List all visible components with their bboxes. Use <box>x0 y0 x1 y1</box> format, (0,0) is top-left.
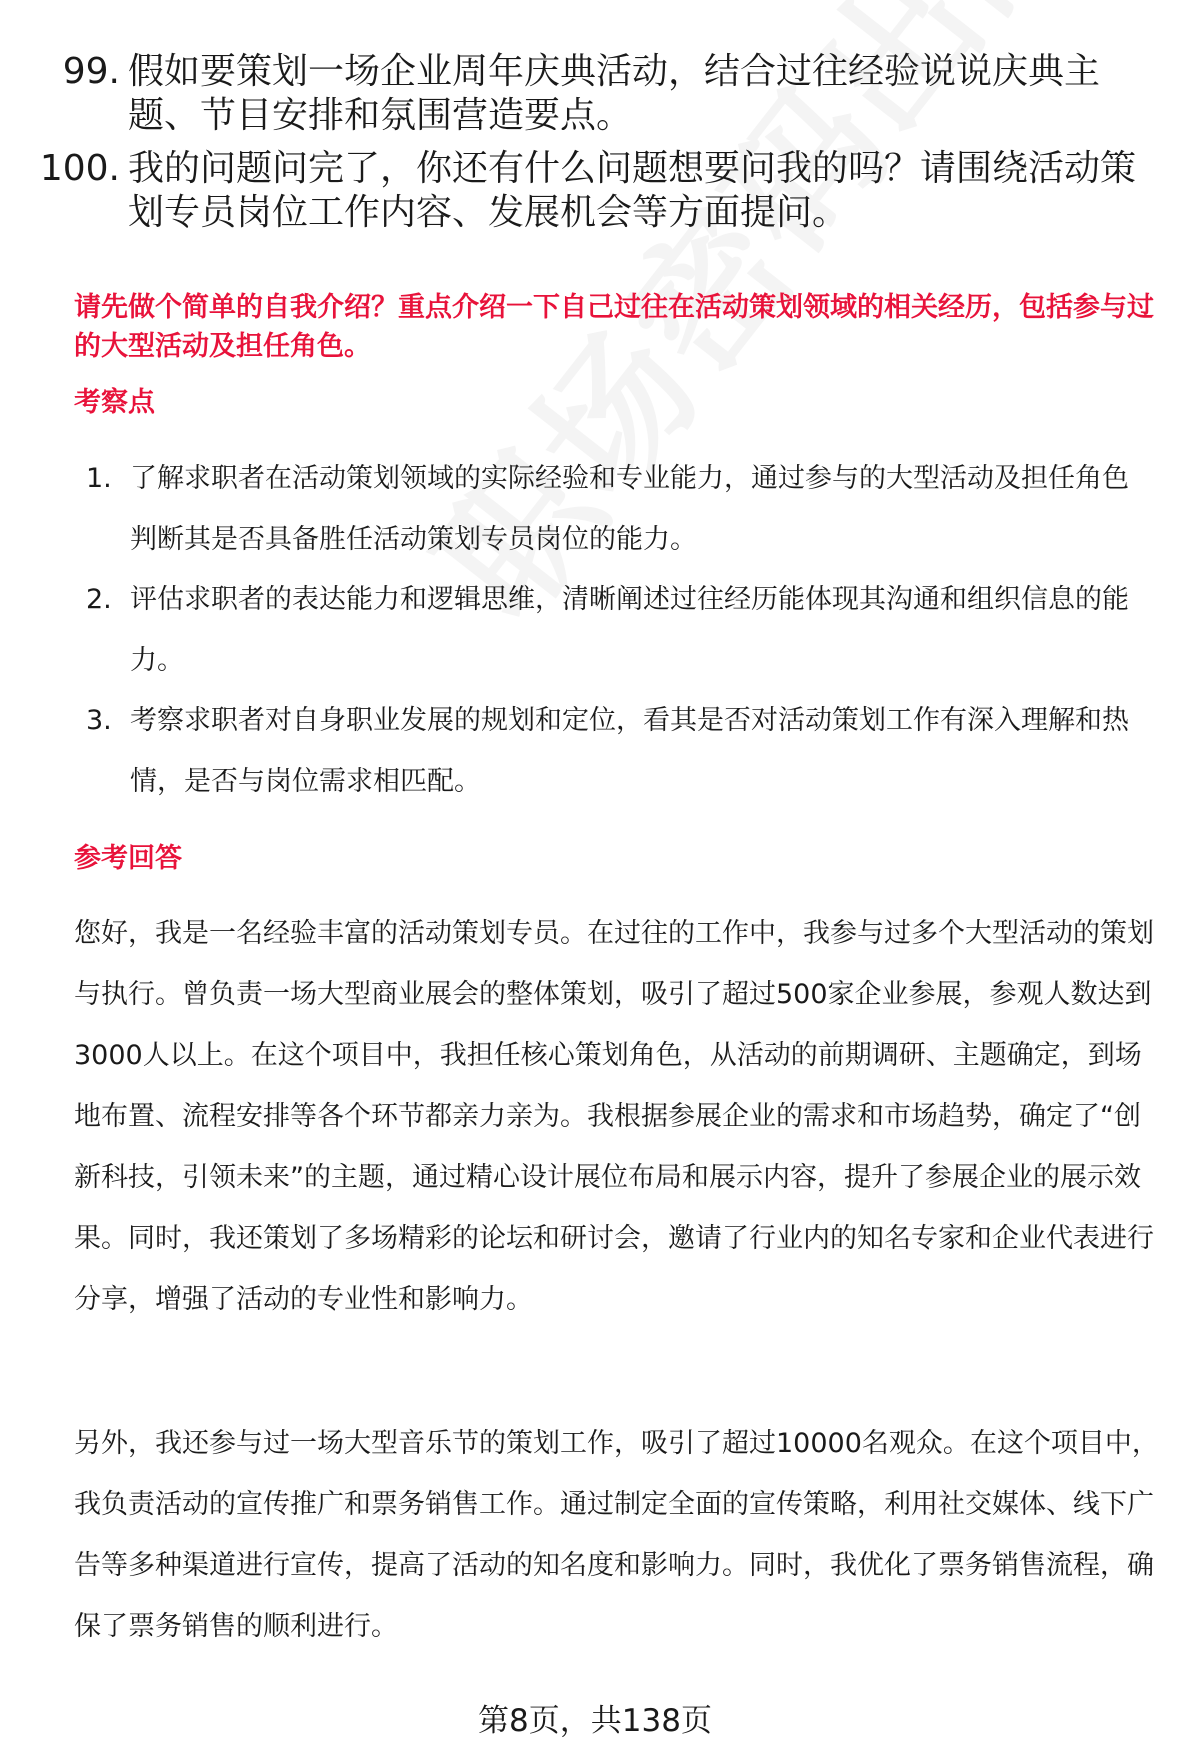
page-footer: 第8页，共138页 <box>478 1703 712 1739</box>
section-question: 请先做个简单的自我介绍？重点介绍一下自己过往在活动策划领域的相关经历，包括参与过的大型活动及担任角色。 <box>74 292 1154 362</box>
list-item-text: 了解求职者在活动策划领域的实际经验和专业能力，通过参与的大型活动及担任角色判断其是否具备胜任活动策划专员岗位的能力。 <box>130 463 1129 555</box>
list-item-number: 3. <box>86 705 112 736</box>
answer-heading: 参考回答 <box>74 843 182 874</box>
question-text: 假如要策划一场企业周年庆典活动，结合过往经验说说庆典主题、节目安排和氛围营造要点。 <box>128 51 1101 136</box>
answer-paragraph: 您好，我是一名经验丰富的活动策划专员。在过往的工作中，我参与过多个大型活动的策划与执行。曾负责一场大型商业展会的整体策划，吸引了超过500家企业参展，参观人数达到3000人以上。在这个项目中，我担任核心策划角色，从活动的前期调研、主题确定，到场地布置、流程安排等各个环节都亲力亲为。我根据参展企业的需求和市场趋势，确定了“创新科技，引领未来”的主题，通过精心设计展位布局和展示内容，提升了参展企业的展示效果。同时，我还策划了多场精彩的论坛和研讨会，邀请了行业内的知名专家和企业代表进行分享，增强了活动的专业性和影响力。 <box>74 918 1154 1315</box>
question-number: 100. <box>39 148 120 189</box>
answer-paragraph: 另外，我还参与过一场大型音乐节的策划工作，吸引了超过10000名观众。在这个项目中，我负责活动的宣传推广和票务销售工作。通过制定全面的宣传策略，利用社交媒体、线下广告等多种渠道进行宣传，提高了活动的知名度和影响力。同时，我优化了票务销售流程，确保了票务销售的顺利进行。 <box>74 1428 1159 1642</box>
list-item-text: 评估求职者的表达能力和逻辑思维，清晰阐述过往经历能体现其沟通和组织信息的能力。 <box>130 584 1129 676</box>
question-number: 99. <box>62 51 120 92</box>
list-item-number: 2. <box>86 584 112 615</box>
list-item-number: 1. <box>86 463 112 494</box>
question-text: 我的问题问完了，你还有什么问题想要问我的吗？请围绕活动策划专员岗位工作内容、发展机会等方面提问。 <box>128 148 1137 233</box>
list-item-text: 考察求职者对自身职业发展的规划和定位，看其是否对活动策划工作有深入理解和热情，是否与岗位需求相匹配。 <box>130 705 1129 797</box>
points-heading: 考察点 <box>74 387 155 418</box>
